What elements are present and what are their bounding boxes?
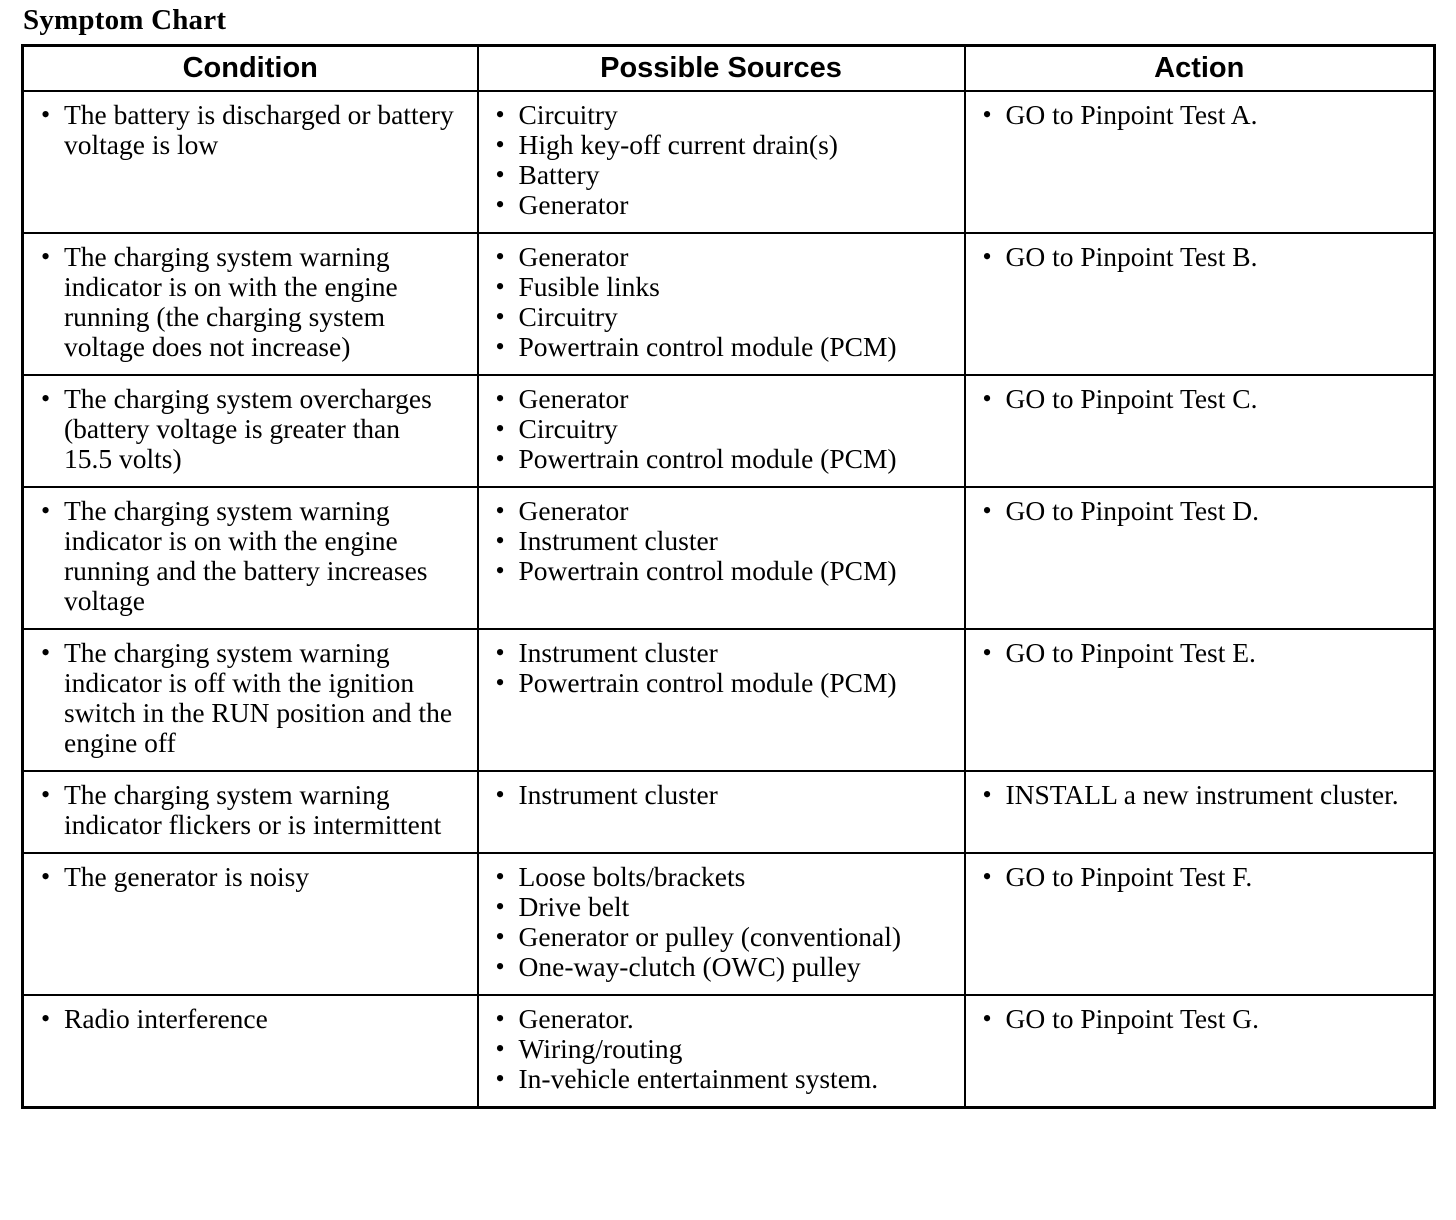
bullet-icon: • [495, 100, 505, 129]
list-item [966, 496, 1434, 526]
sources-cell [478, 91, 965, 233]
action-text: INSTALL a new instrument cluster. [1005, 779, 1399, 810]
source-text: Battery [518, 159, 600, 190]
list-item [479, 556, 964, 586]
symptom-chart-table [21, 44, 1436, 1109]
header-row [23, 46, 1435, 92]
list-item [479, 1064, 964, 1094]
bullet-icon: • [495, 862, 505, 891]
source-text: Powertrain control module (PCM) [518, 443, 897, 474]
bullet-icon: • [41, 100, 51, 129]
list-item [479, 444, 964, 474]
list-item [24, 638, 477, 758]
action-text: GO to Pinpoint Test B. [1005, 241, 1258, 272]
list-item [479, 922, 964, 952]
bullet-icon: • [982, 100, 992, 129]
list-item [479, 892, 964, 922]
source-text: Circuitry [518, 99, 618, 130]
source-text: Fusible links [518, 271, 660, 302]
source-text: Generator. [518, 1003, 634, 1034]
table-row [23, 233, 1435, 375]
bullet-icon: • [982, 242, 992, 271]
action-text: GO to Pinpoint Test A. [1005, 99, 1258, 130]
condition-cell [23, 771, 478, 853]
source-text: Instrument cluster [518, 779, 718, 810]
action-cell [965, 853, 1435, 995]
list-item [479, 668, 964, 698]
bullet-icon: • [495, 1004, 505, 1033]
list-item [24, 780, 477, 840]
action-text: GO to Pinpoint Test C. [1005, 383, 1258, 414]
bullet-icon: • [41, 862, 51, 891]
bullet-icon: • [982, 780, 992, 809]
bullet-icon: • [495, 952, 505, 981]
condition-cell [23, 995, 478, 1108]
list-item [479, 130, 964, 160]
table-row [23, 629, 1435, 771]
bullet-icon: • [495, 1034, 505, 1063]
list-item [24, 1004, 477, 1034]
source-text: In-vehicle entertainment system. [518, 1063, 879, 1094]
list-item [966, 1004, 1434, 1034]
list-item [479, 526, 964, 556]
bullet-icon: • [495, 892, 505, 921]
list-item [24, 384, 477, 474]
bullet-icon: • [982, 384, 992, 413]
list-item [966, 862, 1434, 892]
condition-text: The battery is discharged or battery voltage is low [64, 99, 454, 160]
header-condition: Condition [23, 46, 478, 92]
list-item [479, 190, 964, 220]
condition-text: The charging system warning indicator is on with the engine running (the charging system voltage does not increase) [64, 241, 398, 362]
bullet-icon: • [982, 638, 992, 667]
bullet-icon: • [982, 862, 992, 891]
list-item [479, 242, 964, 272]
source-text: Powertrain control module (PCM) [518, 331, 897, 362]
bullet-icon: • [41, 496, 51, 525]
action-cell [965, 375, 1435, 487]
source-text: Generator or pulley (conventional) [518, 921, 902, 952]
bullet-icon: • [495, 190, 505, 219]
action-cell [965, 487, 1435, 629]
condition-cell [23, 375, 478, 487]
condition-text: The charging system warning indicator is off with the ignition switch in the RUN position and the engine off [64, 637, 453, 758]
list-item [479, 302, 964, 332]
table-row [23, 487, 1435, 629]
condition-cell [23, 233, 478, 375]
source-text: Loose bolts/brackets [518, 861, 746, 892]
bullet-icon: • [495, 332, 505, 361]
source-text: High key-off current drain(s) [518, 129, 838, 160]
list-item [966, 242, 1434, 272]
sources-cell [478, 487, 965, 629]
bullet-icon: • [495, 302, 505, 331]
action-text: GO to Pinpoint Test G. [1005, 1003, 1259, 1034]
list-item [479, 414, 964, 444]
list-item [479, 862, 964, 892]
bullet-icon: • [495, 414, 505, 443]
source-text: Generator [518, 383, 629, 414]
list-item [479, 952, 964, 982]
header-possible-sources: Possible Sources [478, 46, 965, 92]
source-text: Circuitry [518, 413, 618, 444]
table-row [23, 91, 1435, 233]
list-item [479, 1034, 964, 1064]
bullet-icon: • [495, 384, 505, 413]
list-item [479, 332, 964, 362]
bullet-icon: • [41, 1004, 51, 1033]
action-cell [965, 771, 1435, 853]
source-text: Powertrain control module (PCM) [518, 555, 897, 586]
bullet-icon: • [495, 242, 505, 271]
condition-text: The charging system warning indicator flickers or is intermittent [64, 779, 442, 840]
bullet-icon: • [495, 556, 505, 585]
action-text: GO to Pinpoint Test F. [1005, 861, 1253, 892]
bullet-icon: • [495, 922, 505, 951]
list-item [24, 862, 477, 892]
condition-text: Radio interference [64, 1003, 268, 1034]
list-item [479, 160, 964, 190]
table-row [23, 853, 1435, 995]
table-row [23, 995, 1435, 1108]
list-item [966, 638, 1434, 668]
bullet-icon: • [495, 780, 505, 809]
page-title: Symptom Chart [23, 4, 227, 36]
bullet-icon: • [982, 496, 992, 525]
bullet-icon: • [982, 1004, 992, 1033]
bullet-icon: • [495, 668, 505, 697]
source-text: Generator [518, 495, 629, 526]
sources-cell [478, 853, 965, 995]
action-text: GO to Pinpoint Test E. [1005, 637, 1256, 668]
bullet-icon: • [41, 384, 51, 413]
list-item [24, 100, 477, 160]
bullet-icon: • [41, 242, 51, 271]
condition-cell [23, 853, 478, 995]
bullet-icon: • [495, 130, 505, 159]
list-item [479, 496, 964, 526]
source-text: Drive belt [518, 891, 630, 922]
bullet-icon: • [495, 526, 505, 555]
source-text: Generator [518, 241, 629, 272]
action-cell [965, 995, 1435, 1108]
list-item [479, 1004, 964, 1034]
sources-cell [478, 375, 965, 487]
table-row [23, 375, 1435, 487]
source-text: Powertrain control module (PCM) [518, 667, 897, 698]
condition-text: The generator is noisy [64, 861, 310, 892]
condition-cell [23, 91, 478, 233]
sources-cell [478, 995, 965, 1108]
source-text: Wiring/routing [518, 1033, 683, 1064]
bullet-icon: • [495, 638, 505, 667]
action-cell [965, 91, 1435, 233]
list-item [479, 384, 964, 414]
list-item [24, 242, 477, 362]
bullet-icon: • [41, 780, 51, 809]
bullet-icon: • [495, 160, 505, 189]
source-text: Circuitry [518, 301, 618, 332]
source-text: Instrument cluster [518, 525, 718, 556]
sources-cell [478, 233, 965, 375]
list-item [479, 780, 964, 810]
condition-text: The charging system overcharges (battery voltage is greater than 15.5 volts) [64, 383, 432, 474]
bullet-icon: • [495, 272, 505, 301]
list-item [966, 384, 1434, 414]
list-item [479, 638, 964, 668]
source-text: Instrument cluster [518, 637, 718, 668]
sources-cell [478, 771, 965, 853]
action-cell [965, 629, 1435, 771]
action-text: GO to Pinpoint Test D. [1005, 495, 1259, 526]
table-row [23, 771, 1435, 853]
bullet-icon: • [495, 496, 505, 525]
list-item [24, 496, 477, 616]
list-item [479, 272, 964, 302]
condition-text: The charging system warning indicator is on with the engine running and the battery increases voltage [64, 495, 428, 616]
condition-cell [23, 629, 478, 771]
bullet-icon: • [495, 1064, 505, 1093]
action-cell [965, 233, 1435, 375]
bullet-icon: • [41, 638, 51, 667]
list-item [966, 100, 1434, 130]
condition-cell [23, 487, 478, 629]
list-item [966, 780, 1434, 810]
sources-cell [478, 629, 965, 771]
list-item [479, 100, 964, 130]
bullet-icon: • [495, 444, 505, 473]
source-text: Generator [518, 189, 629, 220]
source-text: One-way-clutch (OWC) pulley [518, 951, 861, 982]
header-action: Action [965, 46, 1435, 92]
